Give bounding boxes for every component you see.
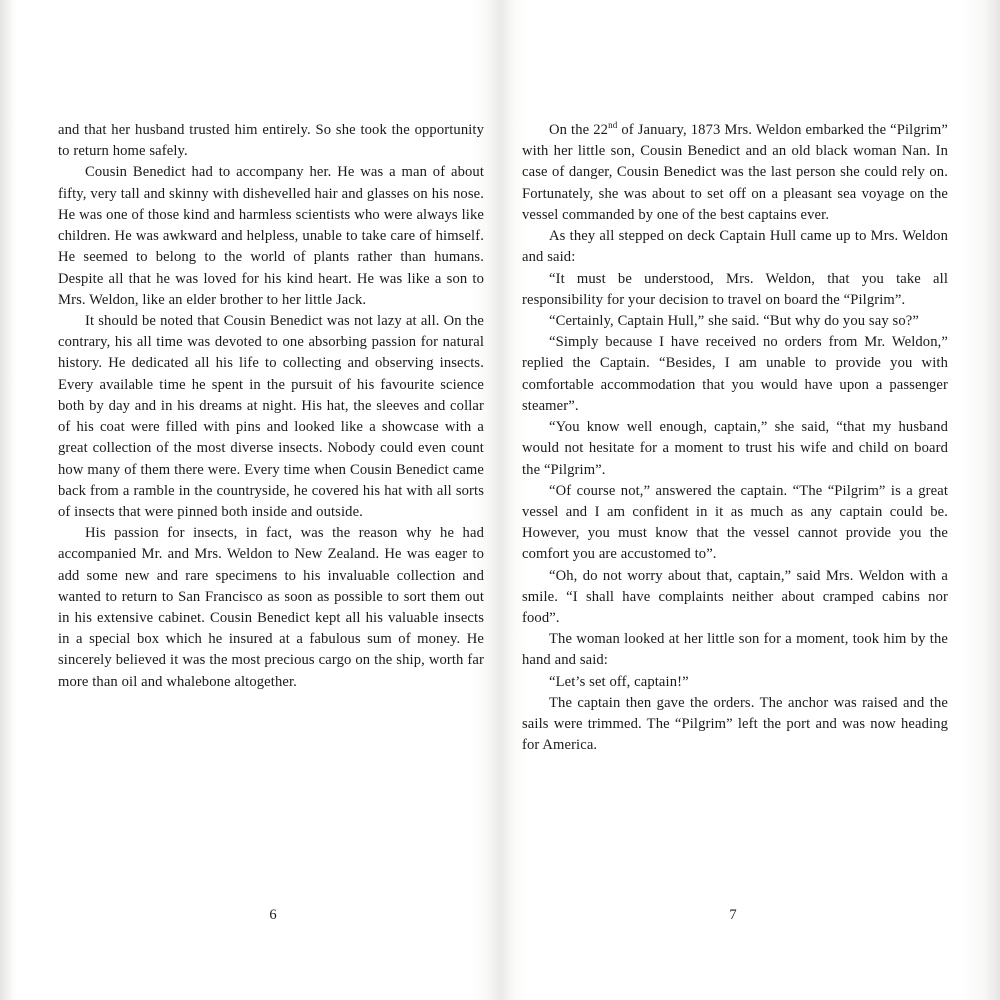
- text-after-ordinal: of January, 1873 Mrs. Weldon embarked the “Pilgrim” with her little son, Cousin Benedict and an old black woman Nan. In case of danger, Cousin Benedict was the last person she could rely on. Fortunately, she was about to set off on a pleasant sea voyage on the vessel commanded by one of the best captains ever.: [522, 122, 948, 223]
- paragraph: “Oh, do not worry about that, captain,” said Mrs. Weldon with a smile. “I shall have complaints neither about cramped cabins nor food”.: [522, 567, 948, 627]
- page-number: 6: [269, 906, 277, 923]
- paragraph: Cousin Benedict had to accompany her. He was a man of about fifty, very tall and skinny with dishevelled hair and glasses on his nose. He was one of those kind and harmless scientists who were always like children. He was awkward and helpless, unable to take care of himself. He seemed to belong to the world of plants rather than humans. Despite all that he was loved for his kind heart. He was like a son to Mrs. Weldon, like an elder brother to her little Jack.: [58, 164, 484, 308]
- paragraph: The captain then gave the orders. The anchor was raised and the sails were trimmed. The “Pilgrim” left the port and was now heading for America.: [522, 694, 948, 754]
- left-page-text-column: [58, 120, 484, 693]
- paragraph: “Let’s set off, captain!”: [549, 673, 689, 690]
- page-number: 7: [729, 906, 737, 923]
- right-page-text-column: [522, 120, 948, 757]
- right-edge-shadow: [984, 0, 1000, 1000]
- paragraph: The woman looked at her little son for a moment, took him by the hand and said:: [522, 631, 948, 669]
- paragraph: “Simply because I have received no orders from Mr. Weldon,” replied the Captain. “Besides, I am unable to provide you with comfortable accommodation that you would have upon a passenger steamer”.: [522, 334, 948, 414]
- ordinal-number: 22: [593, 122, 609, 138]
- paragraph: and that her husband trusted him entirely. So she took the opportunity to return home safely.: [58, 122, 484, 160]
- paragraph: His passion for insects, in fact, was the reason why he had accompanied Mr. and Mrs. Weldon to New Zealand. He was eager to add some new and rare specimens to his invaluable collection and wanted to return to San Francisco as soon as possible to sort them out in his extensive cabinet. Cousin Benedict kept all his valuable insects in a special box which he insured at a fabulous sum of money. He sincerely believed it was the most precious cargo on the ship, worth far more than oil and whalebone altogether.: [58, 525, 484, 690]
- paragraph: It should be noted that Cousin Benedict was not lazy at all. On the contrary, his all time was devoted to one absorbing passion for natural history. He dedicated all his life to collecting and observing insects. Every available time he spent in the pursuit of his favourite science both by day and in his dreams at night. His hat, the sleeves and collar of his coat were filled with pins and looked like a showcase with a great collection of the most diverse insects. Nobody could even count how many of them there were. Every time when Cousin Benedict came back from a ramble in the countryside, he covered his hat with all sorts of insects that were pinned both inside and outside.: [58, 312, 484, 520]
- left-page: [58, 120, 488, 923]
- gutter-shadow: [486, 0, 514, 1000]
- paragraph-with-ordinal: [522, 120, 948, 226]
- paragraph: “Certainly, Captain Hull,” she said. “But why do you say so?”: [549, 312, 919, 329]
- right-page: [518, 120, 948, 923]
- left-edge-shadow: [0, 0, 16, 1000]
- paragraph: “Of course not,” answered the captain. “The “Pilgrim” is a great vessel and I am confident in it as much as any captain could be. However, you must know that the vessel cannot provide you the comfort you are accustomed to”.: [522, 482, 948, 563]
- paragraph: “It must be understood, Mrs. Weldon, that you take all responsibility for your decision to travel on board the “Pilgrim”.: [522, 270, 948, 308]
- paragraph: “You know well enough, captain,” she said, “that my husband would not hesitate for a moment to trust his wife and child on board the “Pilgrim”.: [522, 419, 948, 478]
- paragraph: As they all stepped on deck Captain Hull came up to Mrs. Weldon and said:: [522, 228, 948, 266]
- ordinal-suffix: nd: [608, 120, 618, 131]
- text-before-ordinal: On the: [549, 122, 594, 138]
